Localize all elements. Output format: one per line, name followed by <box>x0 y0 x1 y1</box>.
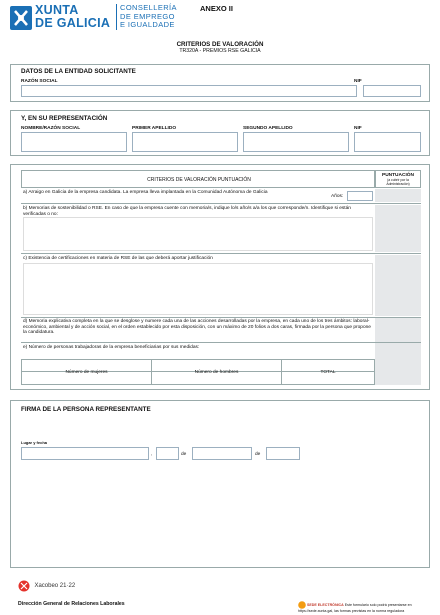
dept-line3: E IGUALDADE <box>120 20 175 30</box>
sede-text: Este formulario solo podrá presentarse en https://sede.xunta.gal, las formas previstas en la norma reguladora <box>298 602 412 613</box>
total-field[interactable] <box>282 372 374 384</box>
years-field[interactable] <box>347 191 373 201</box>
criteria-section <box>10 164 430 390</box>
score-a-cell <box>375 189 421 202</box>
section-title-signature: FIRMA DE LA PERSONA REPRESENTANTE <box>21 406 151 413</box>
directorate-name: Dirección General de Relaciones Laborales <box>18 601 125 607</box>
criteria-header-cell <box>21 170 375 188</box>
score-e-cell <box>375 343 421 385</box>
section-title-representative: Y, EN SU REPRESENTACIÓN <box>21 115 108 122</box>
applicant-section <box>10 64 430 102</box>
day-field[interactable] <box>156 447 179 460</box>
women-header-cell <box>22 360 152 375</box>
sede-notice <box>298 601 438 613</box>
women-header: Número de mujeres <box>65 370 108 375</box>
criterion-c: c) Existencia de certificaciones en materia de RSE de las que deberá aportar justificación <box>23 256 213 261</box>
men-header-cell <box>152 360 282 375</box>
apellido2-label: SEGUNDO APELLIDO <box>243 126 293 131</box>
xacobeo-text: Xacobeo 21·22 <box>34 582 76 589</box>
criterion-c-field[interactable] <box>23 263 373 315</box>
criteria-header: CRITERIOS DE VALORACIÓN PUNTUACIÓN <box>147 177 251 183</box>
divider <box>21 253 421 254</box>
de-label-2: de <box>255 452 261 457</box>
signature-section <box>10 400 430 568</box>
men-header: Número de hombres <box>194 370 239 375</box>
representative-section <box>10 110 430 156</box>
department-name <box>120 4 177 30</box>
apellido2-field[interactable] <box>243 132 349 152</box>
xacobeo-icon <box>18 580 30 592</box>
xunta-emblem-icon <box>8 3 34 33</box>
logo-line2: DE GALICIA <box>35 16 111 30</box>
men-field[interactable] <box>152 372 282 384</box>
total-header-cell <box>282 360 374 375</box>
month-field[interactable] <box>192 447 252 460</box>
divider <box>21 342 421 343</box>
nombre-field[interactable] <box>21 132 127 152</box>
nif-label: NIF <box>354 79 362 84</box>
dept-line1: CONSELLERÍA <box>120 3 177 12</box>
years-label: Años: <box>331 194 344 199</box>
razon-social-field[interactable] <box>21 85 357 97</box>
place-field[interactable] <box>21 447 149 460</box>
score-b-cell <box>375 205 421 252</box>
xunta-wordmark <box>35 4 110 30</box>
form-title: CRITERIOS DE VALORACIÓN <box>176 41 264 48</box>
annex-label: ANEXO II <box>200 4 233 13</box>
criterion-d: d) Memoria explicativa completa en la que se desglose y numere cada una de las acciones desarrolladas por la empresa, en cada uno de los tres ámbitos: laboral-económico, ambiental y de acción social, en el orden establecido por esta disposición, con un máximo de 20 folios a dos caras, firmada por la persona que propone la candidatura. <box>23 319 371 336</box>
workers-table <box>21 359 375 385</box>
criterion-b: b) Memorias de sostenibilidad o RSE. En caso de que la empresa cuente con memoria/s, indique lo/s año/s a/a los que corresponde/n. Identifique si están verificadas o no: <box>23 206 351 217</box>
criterion-e: e) Número de personas trabajadoras de la empresa beneficiarias por sus medidas: <box>23 345 200 350</box>
header-divider <box>116 4 117 30</box>
divider <box>21 203 421 204</box>
score-header-cell <box>375 170 421 188</box>
score-c-cell <box>375 255 421 316</box>
year-field[interactable] <box>266 447 300 460</box>
comma: , <box>151 452 153 457</box>
score-note: (a cubrir por la Administración) <box>386 178 410 186</box>
form-subtitle: TR320A - PREMIOS RSE GALICIA <box>179 48 261 54</box>
nif-field[interactable] <box>363 85 421 97</box>
apellido1-label: PRIMER APELLIDO <box>132 126 177 131</box>
razon-social-label: RAZÓN SOCIAL <box>21 79 58 84</box>
xacobeo-logo <box>18 577 75 589</box>
score-d-cell <box>375 318 421 342</box>
criterion-a: a) Arraigo en Galicia de la empresa candidata. La empresa lleva implantada en la Comunidad Autónoma de Galicia <box>23 190 268 195</box>
women-field[interactable] <box>22 372 152 384</box>
nif-rep-field[interactable] <box>354 132 421 152</box>
sede-title: SEDE ELECTRÓNICA <box>307 602 344 607</box>
total-header: TOTAL <box>320 370 336 375</box>
de-label-1: de <box>181 452 187 457</box>
score-header: PUNTUACIÓN <box>382 173 414 178</box>
nif-rep-label: NIF <box>354 126 362 131</box>
nombre-label: NOMBRE/RAZÓN SOCIAL <box>21 126 81 131</box>
apellido1-field[interactable] <box>132 132 238 152</box>
logo-line1: XUNTA <box>35 3 79 17</box>
criterion-b-field[interactable] <box>23 217 373 251</box>
sede-icon <box>298 601 306 609</box>
divider <box>21 317 421 318</box>
dept-line2: DE EMPREGO <box>120 11 175 21</box>
section-title-applicant: DATOS DE LA ENTIDAD SOLICITANTE <box>21 68 136 75</box>
place-date-label: Lugar y fecha <box>21 440 48 445</box>
